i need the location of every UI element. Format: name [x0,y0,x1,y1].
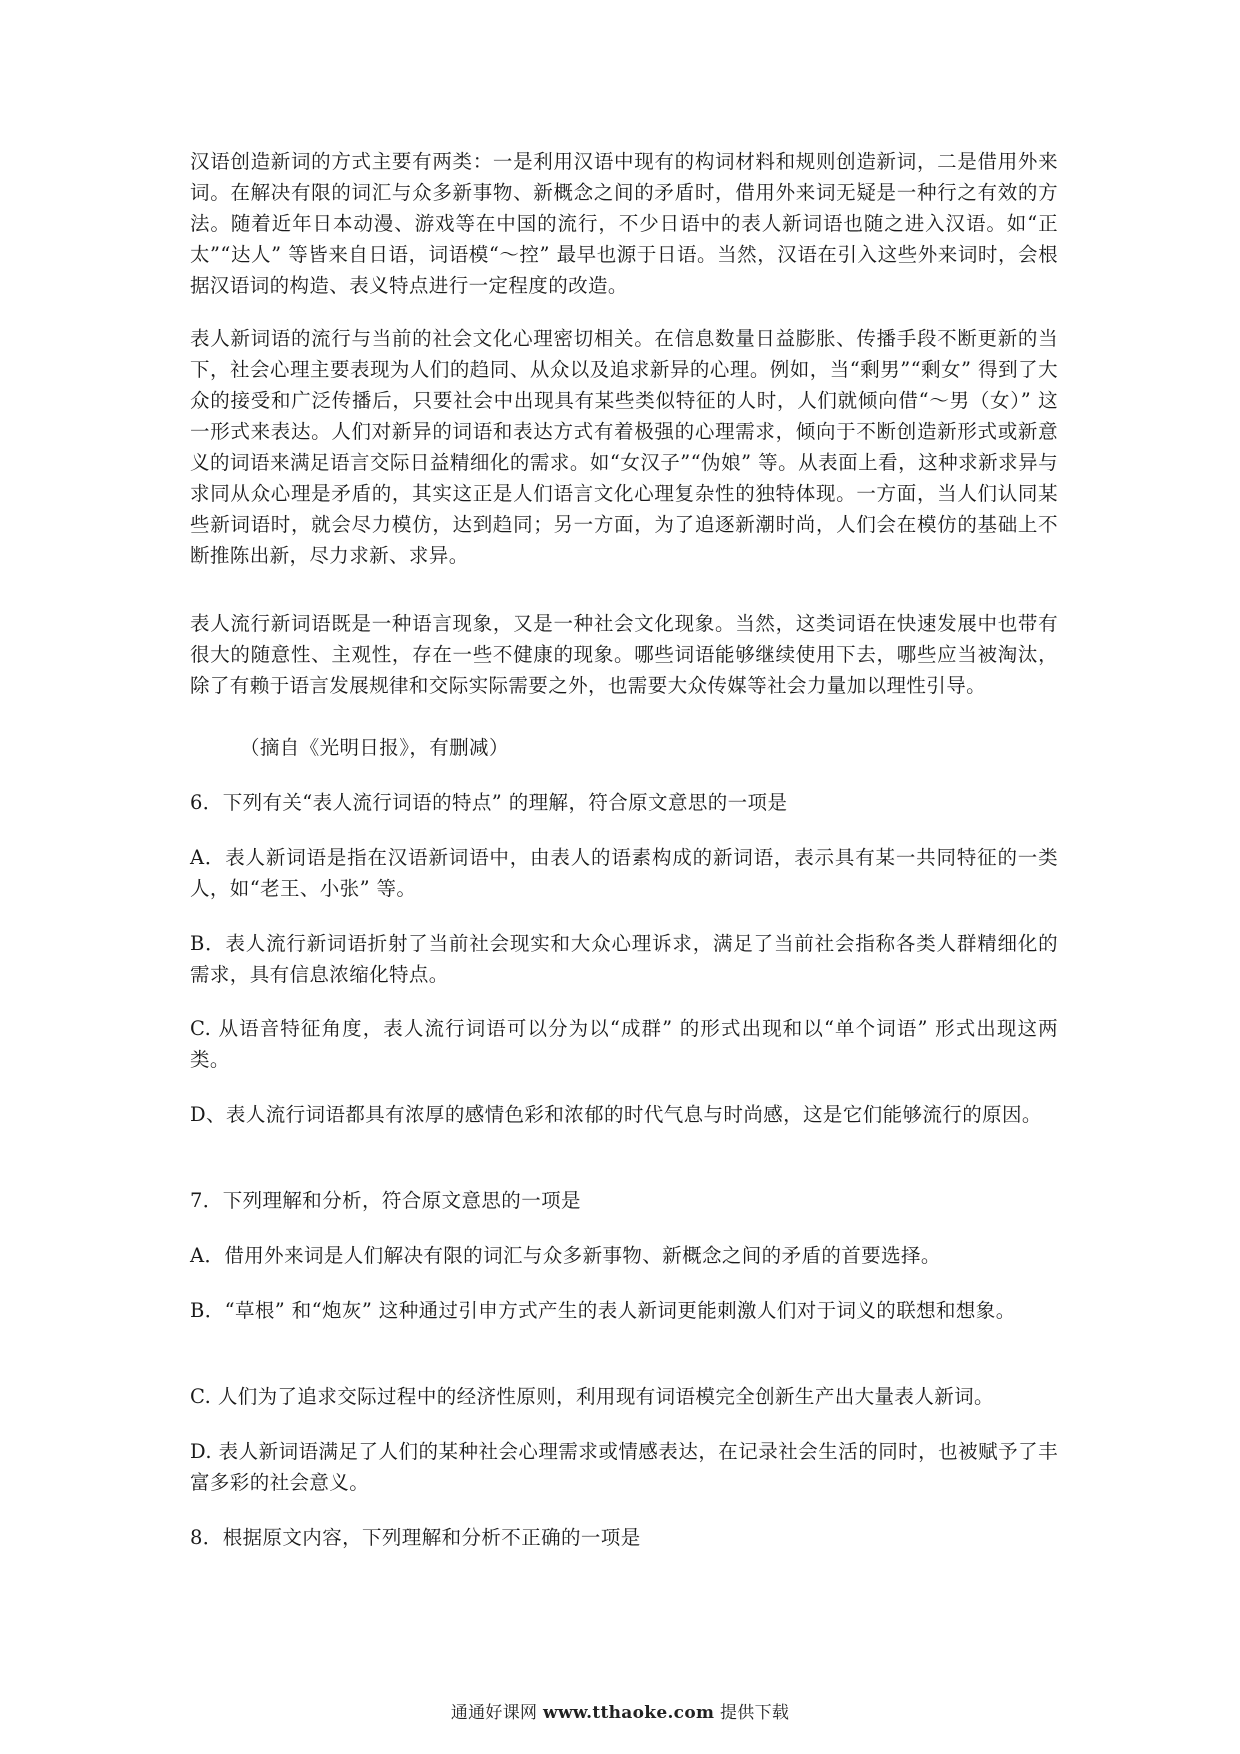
question-6-option-c: C. 从语音特征角度，表人流行词语可以分为以“成群” 的形式出现和以“单个词语” 形式出现这两类。 [190,1017,1058,1071]
footer-site-link[interactable]: www.tthaoke.com [543,1703,715,1723]
passage-paragraph-2: 表人新词语的流行与当前的社会文化心理密切相关。在信息数量日益膨胀、传播手段不断更新的当下，社会心理主要表现为人们的趋同、从众以及追求新异的心理。例如，当“剩男”“剩女” 得到了大众的接受和广泛传播后，只要社会中出现具有某些类似特征的人时，人们就倾向借“～男（女）” 这一形式来表达。人们对新异的词语和表达方式有着极强的心理需求，倾向于不断创造新形式或新意义的词语来满足语言交际日益精细化的需求。如“女汉子”“伪娘” 等。从表面上看，这种求新求异与求同从众心理是矛盾的，其实这正是人们语言文化心理复杂性的独特体现。一方面，当人们认同某些新词语时，就会尽力模仿，达到趋同；另一方面，为了追逐新潮时尚，人们会在模仿的基础上不断推陈出新，尽力求新、求异。 [190,327,1058,567]
question-7-option-b: B．“草根” 和“炮灰” 这种通过引申方式产生的表人新词更能刺激人们对于词义的联想和想象。 [190,1299,1016,1322]
passage-paragraph-1: 汉语创造新词的方式主要有两类：一是利用汉语中现有的构词材料和规则创造新词，二是借用外来词。在解决有限的词汇与众多新事物、新概念之间的矛盾时，借用外来词无疑是一种行之有效的方法。随着近年日本动漫、游戏等在中国的流行，不少日语中的表人新词语也随之进入汉语。如“正太”“达人” 等皆来自日语，词语模“～控” 最早也源于日语。当然，汉语在引入这些外来词时，会根据汉语词的构造、表义特点进行一定程度的改造。 [190,150,1058,297]
question-6-option-d: D、表人流行词语都具有浓厚的感情色彩和浓郁的时代气息与时尚感，这是它们能够流行的原因。 [190,1103,1042,1126]
question-6-option-b: B．表人流行新词语折射了当前社会现实和大众心理诉求，满足了当前社会指称各类人群精细化的需求，具有信息浓缩化特点。 [190,932,1058,986]
passage-source: （摘自《光明日报》，有删减） [240,736,509,759]
passage-paragraph-3: 表人流行新词语既是一种语言现象，又是一种社会文化现象。当然，这类词语在快速发展中也带有很大的随意性、主观性，存在一些不健康的现象。哪些词语能够继续使用下去，哪些应当被淘汰，除了有赖于语言发展规律和交际实际需要之外，也需要大众传媒等社会力量加以理性引导。 [190,612,1058,697]
question-7-option-d: D. 表人新词语满足了人们的某种社会心理需求或情感表达，在记录社会生活的同时，也被赋予了丰富多彩的社会意义。 [190,1440,1058,1494]
question-7-option-a: A．借用外来词是人们解决有限的词汇与众多新事物、新概念之间的矛盾的首要选择。 [190,1244,941,1267]
page-footer [0,1698,1240,1723]
footer-note: 提供下载 [719,1703,790,1723]
question-6-stem: 6．下列有关“表人流行词语的特点” 的理解，符合原文意思的一项是 [190,791,788,814]
question-7-stem: 7．下列理解和分析，符合原文意思的一项是 [190,1189,581,1212]
question-7-option-c: C. 人们为了追求交际过程中的经济性原则，利用现有词语模完全创新生产出大量表人新词。 [190,1385,994,1408]
question-6-option-a: A．表人新词语是指在汉语新词语中，由表人的语素构成的新词语，表示具有某一共同特征的一类人，如“老王、小张” 等。 [190,846,1058,900]
question-8-stem: 8．根据原文内容，下列理解和分析不正确的一项是 [190,1526,641,1549]
footer-brand: 通通好课网 [450,1703,538,1723]
